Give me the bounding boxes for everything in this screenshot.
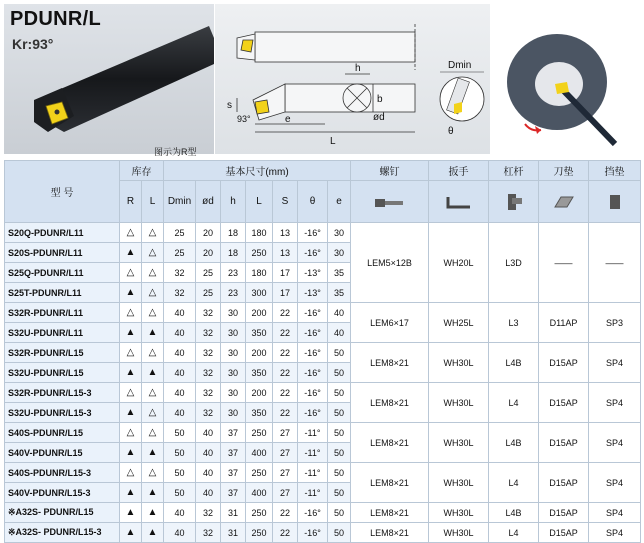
height-cell: 18 — [221, 243, 246, 263]
stock-l-cell: ▲ — [142, 323, 164, 343]
lever-part-cell: L4 — [489, 383, 539, 423]
length-cell: 250 — [246, 463, 273, 483]
diameter-cell: 40 — [196, 443, 221, 463]
diameter-cell: 40 — [196, 463, 221, 483]
diameter-cell: 20 — [196, 243, 221, 263]
theta-cell: -11° — [298, 443, 328, 463]
lever-icon — [489, 181, 539, 223]
length-cell: 350 — [246, 363, 273, 383]
diameter-cell: 32 — [196, 343, 221, 363]
s-cell: 22 — [273, 323, 298, 343]
screw-part-cell: LEM5×12B — [351, 223, 429, 303]
stock-r-cell: △ — [120, 303, 142, 323]
diameter-cell: 32 — [196, 363, 221, 383]
lever-part-cell: L4B — [489, 423, 539, 463]
dmin-cell: 40 — [164, 303, 196, 323]
theta-cell: -13° — [298, 263, 328, 283]
stock-l-cell: △ — [142, 223, 164, 243]
model-cell: S32U-PDUNR/L15 — [5, 363, 120, 383]
theta-cell: -16° — [298, 403, 328, 423]
theta-cell: -16° — [298, 343, 328, 363]
screw-part-cell: LEM8×21 — [351, 463, 429, 503]
length-cell: 400 — [246, 443, 273, 463]
header-shim-label: 刀垫 — [553, 167, 574, 178]
header-shim — [539, 161, 589, 181]
diameter-cell: 32 — [196, 503, 221, 523]
e-cell: 50 — [328, 443, 351, 463]
length-cell: 180 — [246, 223, 273, 243]
subheader-dmin: Dmin — [164, 181, 196, 223]
clamp-part-cell: SP4 — [589, 503, 641, 523]
stock-r-cell: △ — [120, 423, 142, 443]
dmin-cell: 32 — [164, 263, 196, 283]
theta-cell: -11° — [298, 483, 328, 503]
length-cell: 200 — [246, 383, 273, 403]
header-stock: 库存 — [120, 161, 164, 181]
height-cell: 37 — [221, 483, 246, 503]
stock-r-cell: △ — [120, 383, 142, 403]
table-row — [5, 523, 641, 543]
length-cell: 200 — [246, 343, 273, 363]
wrench-part-cell: WH30L — [429, 343, 489, 383]
stock-l-cell: △ — [142, 283, 164, 303]
e-cell: 50 — [328, 483, 351, 503]
model-cell: S32R-PDUNR/L15-3 — [5, 383, 120, 403]
dim-label-d: ød — [373, 112, 385, 123]
header — [0, 0, 644, 160]
shim-part-cell: D15AP — [539, 423, 589, 463]
e-cell: 30 — [328, 243, 351, 263]
header-lever-label: 杠杆 — [503, 167, 524, 178]
screw-part-cell: LEM8×21 — [351, 383, 429, 423]
e-cell: 40 — [328, 323, 351, 343]
dmin-cell: 40 — [164, 383, 196, 403]
clamp-part-cell: SP4 — [589, 463, 641, 503]
table-row — [5, 303, 641, 323]
wrench-icon — [429, 181, 489, 223]
header-wrench-label: 扳手 — [448, 167, 469, 178]
diameter-cell: 25 — [196, 283, 221, 303]
dim-label-L: L — [330, 136, 336, 147]
stock-l-cell: ▲ — [142, 363, 164, 383]
wrench-part-cell: WH20L — [429, 223, 489, 303]
theta-cell: -11° — [298, 463, 328, 483]
length-cell: 250 — [246, 523, 273, 543]
dmin-cell: 40 — [164, 503, 196, 523]
table-row — [5, 423, 641, 443]
length-cell: 350 — [246, 323, 273, 343]
shim-part-cell: D15AP — [539, 383, 589, 423]
theta-cell: -11° — [298, 423, 328, 443]
approach-angle-label: Kr:93° — [12, 36, 54, 52]
stock-l-cell: △ — [142, 403, 164, 423]
length-cell: 300 — [246, 283, 273, 303]
product-photo-panel — [4, 4, 214, 157]
lever-part-cell: L3 — [489, 303, 539, 343]
height-cell: 30 — [221, 363, 246, 383]
subheader-theta: θ — [298, 181, 328, 223]
e-cell: 50 — [328, 383, 351, 403]
stock-l-cell: ▲ — [142, 443, 164, 463]
wrench-part-cell: WH30L — [429, 463, 489, 503]
table-row — [5, 503, 641, 523]
diameter-cell: 20 — [196, 223, 221, 243]
theta-cell: -16° — [298, 303, 328, 323]
diameter-cell: 40 — [196, 423, 221, 443]
product-title: PDUNR/L — [10, 8, 101, 30]
height-cell: 30 — [221, 323, 246, 343]
theta-cell: -16° — [298, 223, 328, 243]
header-screw-label: 螺钉 — [379, 167, 400, 178]
model-cell: S20Q-PDUNR/L11 — [5, 223, 120, 243]
table-row — [5, 223, 641, 243]
wrench-part-cell: WH30L — [429, 523, 489, 543]
table-row — [5, 463, 641, 483]
shim-part-cell: D15AP — [539, 343, 589, 383]
stock-r-cell: ▲ — [120, 523, 142, 543]
stock-l-cell: △ — [142, 383, 164, 403]
stock-l-cell: ▲ — [142, 523, 164, 543]
screw-part-cell: LEM8×21 — [351, 523, 429, 543]
dmin-cell: 50 — [164, 423, 196, 443]
s-cell: 22 — [273, 343, 298, 363]
lever-part-cell: L4 — [489, 463, 539, 503]
diameter-cell: 32 — [196, 403, 221, 423]
theta-cell: -16° — [298, 323, 328, 343]
shim-icon — [539, 181, 589, 223]
application-photo — [495, 4, 640, 154]
stock-r-cell: △ — [120, 343, 142, 363]
model-cell: ※A32S- PDUNR/L15 — [5, 503, 120, 523]
screw-part-cell: LEM6×17 — [351, 303, 429, 343]
stock-l-cell: ▲ — [142, 503, 164, 523]
stock-r-cell: ▲ — [120, 283, 142, 303]
subheader-r: R — [120, 181, 142, 223]
model-cell: S40V-PDUNR/L15-3 — [5, 483, 120, 503]
model-cell: S40V-PDUNR/L15 — [5, 443, 120, 463]
e-cell: 50 — [328, 463, 351, 483]
length-cell: 250 — [246, 503, 273, 523]
s-cell: 13 — [273, 223, 298, 243]
stock-r-cell: ▲ — [120, 363, 142, 383]
stock-l-cell: △ — [142, 243, 164, 263]
subheader-length: L — [246, 181, 273, 223]
screw-part-cell: LEM8×21 — [351, 423, 429, 463]
shim-part-cell: D15AP — [539, 463, 589, 503]
clamp-part-cell: —— — [589, 223, 641, 303]
theta-cell: -16° — [298, 243, 328, 263]
wrench-part-cell: WH30L — [429, 383, 489, 423]
model-cell: S32R-PDUNR/L11 — [5, 303, 120, 323]
section-view — [430, 4, 495, 154]
theta-cell: -16° — [298, 383, 328, 403]
header-clamp-label: 挡垫 — [604, 167, 625, 178]
table-row — [5, 383, 641, 403]
shim-part-cell: —— — [539, 223, 589, 303]
shim-part-cell: D15AP — [539, 503, 589, 523]
clamp-part-cell: SP4 — [589, 383, 641, 423]
stock-r-cell: △ — [120, 463, 142, 483]
model-cell: S40S-PDUNR/L15 — [5, 423, 120, 443]
header-clamp — [589, 161, 641, 181]
height-cell: 23 — [221, 263, 246, 283]
e-cell: 35 — [328, 263, 351, 283]
stock-l-cell: △ — [142, 303, 164, 323]
stock-l-cell: △ — [142, 343, 164, 363]
spec-table — [4, 160, 641, 543]
height-cell: 30 — [221, 303, 246, 323]
length-cell: 200 — [246, 303, 273, 323]
s-cell: 22 — [273, 403, 298, 423]
s-cell: 17 — [273, 283, 298, 303]
theta-cell: -16° — [298, 523, 328, 543]
clamp-part-cell: SP4 — [589, 343, 641, 383]
s-cell: 13 — [273, 243, 298, 263]
s-cell: 27 — [273, 483, 298, 503]
s-cell: 27 — [273, 463, 298, 483]
e-cell: 50 — [328, 503, 351, 523]
dim-label-dmin: Dmin — [448, 60, 472, 71]
theta-cell: -16° — [298, 363, 328, 383]
s-cell: 22 — [273, 503, 298, 523]
header-lever — [489, 161, 539, 181]
clamp-part-cell: SP4 — [589, 523, 641, 543]
table-body — [5, 223, 641, 543]
stock-r-cell: △ — [120, 263, 142, 283]
length-cell: 180 — [246, 263, 273, 283]
s-cell: 17 — [273, 263, 298, 283]
height-cell: 31 — [221, 523, 246, 543]
stock-l-cell: ▲ — [142, 483, 164, 503]
dim-label-s: s — [227, 100, 232, 111]
stock-l-cell: △ — [142, 423, 164, 443]
e-cell: 40 — [328, 303, 351, 323]
subheader-l: L — [142, 181, 164, 223]
dmin-cell: 32 — [164, 283, 196, 303]
stock-r-cell: ▲ — [120, 503, 142, 523]
dmin-cell: 40 — [164, 323, 196, 343]
stock-r-cell: ▲ — [120, 323, 142, 343]
diameter-cell: 32 — [196, 323, 221, 343]
dmin-cell: 50 — [164, 463, 196, 483]
dim-label-b: b — [377, 94, 383, 105]
stock-r-cell: ▲ — [120, 403, 142, 423]
stock-r-cell: ▲ — [120, 243, 142, 263]
dim-label-e: e — [285, 114, 291, 125]
header-screw — [351, 161, 429, 181]
length-cell: 250 — [246, 243, 273, 263]
dmin-cell: 25 — [164, 223, 196, 243]
e-cell: 50 — [328, 423, 351, 443]
wrench-part-cell: WH30L — [429, 503, 489, 523]
dmin-cell: 25 — [164, 243, 196, 263]
header-wrench — [429, 161, 489, 181]
e-cell: 50 — [328, 343, 351, 363]
screw-icon — [351, 181, 429, 223]
height-cell: 37 — [221, 463, 246, 483]
height-cell: 30 — [221, 383, 246, 403]
clamp-part-cell: SP4 — [589, 423, 641, 463]
diameter-cell: 32 — [196, 303, 221, 323]
length-cell: 400 — [246, 483, 273, 503]
height-cell: 30 — [221, 343, 246, 363]
lever-part-cell: L4B — [489, 503, 539, 523]
s-cell: 27 — [273, 423, 298, 443]
height-cell: 37 — [221, 423, 246, 443]
s-cell: 22 — [273, 383, 298, 403]
model-cell: ※A32S- PDUNR/L15-3 — [5, 523, 120, 543]
diameter-cell: 40 — [196, 483, 221, 503]
length-cell: 250 — [246, 423, 273, 443]
model-cell: S25Q-PDUNR/L11 — [5, 263, 120, 283]
subheader-h: h — [221, 181, 246, 223]
dmin-cell: 40 — [164, 343, 196, 363]
dmin-cell: 50 — [164, 483, 196, 503]
stock-r-cell: △ — [120, 223, 142, 243]
s-cell: 22 — [273, 363, 298, 383]
dim-label-h: h — [355, 63, 361, 74]
dmin-cell: 40 — [164, 403, 196, 423]
model-cell: S20S-PDUNR/L11 — [5, 243, 120, 263]
model-cell: S25T-PDUNR/L11 — [5, 283, 120, 303]
lever-part-cell: L4 — [489, 523, 539, 543]
stock-l-cell: △ — [142, 463, 164, 483]
screw-part-cell: LEM8×21 — [351, 343, 429, 383]
theta-cell: -13° — [298, 283, 328, 303]
subheader-e: e — [328, 181, 351, 223]
s-cell: 27 — [273, 443, 298, 463]
s-cell: 22 — [273, 303, 298, 323]
dmin-cell: 50 — [164, 443, 196, 463]
screw-part-cell: LEM8×21 — [351, 503, 429, 523]
wrench-part-cell: WH25L — [429, 303, 489, 343]
length-cell: 350 — [246, 403, 273, 423]
header-model: 型 号 — [5, 161, 120, 223]
height-cell: 18 — [221, 223, 246, 243]
lever-part-cell: L3D — [489, 223, 539, 303]
clamp-part-cell: SP3 — [589, 303, 641, 343]
model-cell: S32U-PDUNR/L11 — [5, 323, 120, 343]
model-cell: S32R-PDUNR/L15 — [5, 343, 120, 363]
table-row — [5, 343, 641, 363]
dim-label-angle: 93° — [237, 114, 251, 124]
subheader-s: S — [273, 181, 298, 223]
s-cell: 22 — [273, 523, 298, 543]
clamp-icon — [589, 181, 641, 223]
shim-part-cell: D15AP — [539, 523, 589, 543]
header-dimensions: 基本尺寸(mm) — [164, 161, 351, 181]
application-photo-svg — [495, 4, 640, 154]
model-cell: S32U-PDUNR/L15-3 — [5, 403, 120, 423]
dim-label-theta: θ — [448, 126, 454, 137]
e-cell: 50 — [328, 523, 351, 543]
e-cell: 35 — [328, 283, 351, 303]
e-cell: 30 — [328, 223, 351, 243]
diameter-cell: 32 — [196, 383, 221, 403]
height-cell: 30 — [221, 403, 246, 423]
figure-caption: 图示为R型 — [154, 147, 197, 157]
height-cell: 23 — [221, 283, 246, 303]
e-cell: 50 — [328, 403, 351, 423]
stock-r-cell: ▲ — [120, 443, 142, 463]
wrench-part-cell: WH30L — [429, 423, 489, 463]
height-cell: 31 — [221, 503, 246, 523]
dmin-cell: 40 — [164, 523, 196, 543]
height-cell: 37 — [221, 443, 246, 463]
subheader-d: ød — [196, 181, 221, 223]
stock-l-cell: △ — [142, 263, 164, 283]
diameter-cell: 32 — [196, 523, 221, 543]
shim-part-cell: D11AP — [539, 303, 589, 343]
diameter-cell: 25 — [196, 263, 221, 283]
e-cell: 50 — [328, 363, 351, 383]
stock-r-cell: ▲ — [120, 483, 142, 503]
theta-cell: -16° — [298, 503, 328, 523]
lever-part-cell: L4B — [489, 343, 539, 383]
dmin-cell: 40 — [164, 363, 196, 383]
model-cell: S40S-PDUNR/L15-3 — [5, 463, 120, 483]
